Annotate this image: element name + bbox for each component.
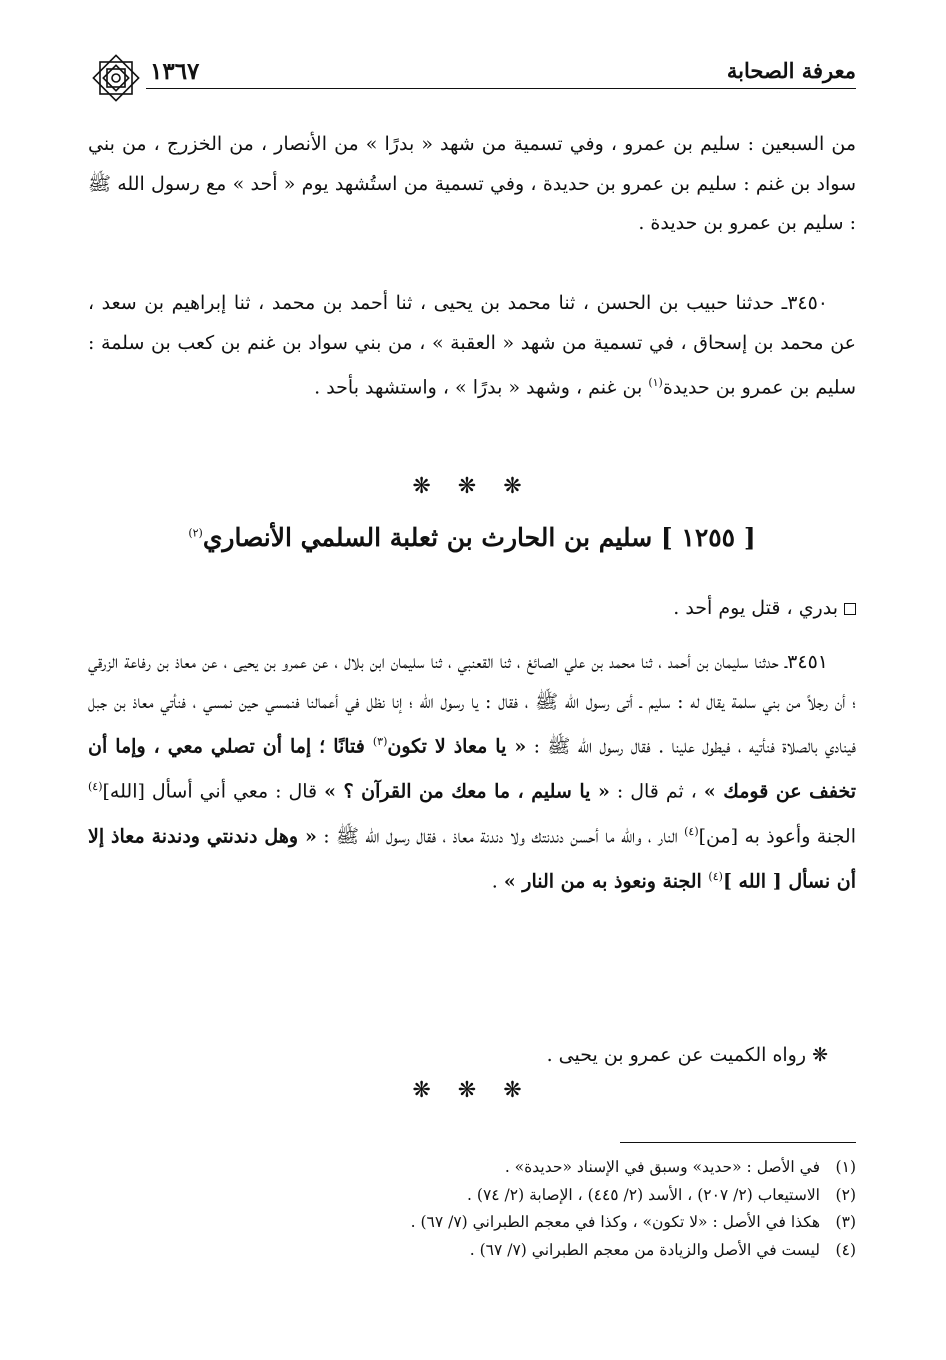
footnote-number: (٣) <box>835 1213 856 1231</box>
square-bullet-icon <box>844 603 856 615</box>
hadith-3450-text-end: بن غنم ، وشهد « بدرًا » ، واستشهد بأحد . <box>314 376 649 399</box>
footnote-rule <box>620 1142 856 1143</box>
entry-summary <box>88 589 856 629</box>
footnote-number: (١) <box>835 1158 856 1176</box>
entry-title-text: [ ١٢٥٥ ] سليم بن الحارث بن ثعلبة السلمي الأنصاري <box>202 523 756 552</box>
prophet-quote-1b: فتانًا ؛ إما أن تصلي معي ، وإما أن تخفف عن قومك » <box>88 735 857 803</box>
hadith-3450-text: ٣٤٥٠ـ حدثنا حبيب بن الحسن ، ثنا محمد بن يحيى ، ثنا أحمد بن محمد ، ثنا إبراهيم بن سعد ، عن محمد بن إسحاق ، في تسمية من شهد « العقبة » ، من بني سواد بن غنم بن كعب بن سلمة : سليم بن عمرو بن حديدة <box>88 292 856 399</box>
footnote-4 <box>88 1237 856 1265</box>
footnote-2 <box>88 1182 856 1210</box>
hadith-3450 <box>88 284 856 408</box>
prophet-quote-1a: « يا معاذ لا تكون <box>387 735 527 758</box>
hadith-text-2: ، ثم قال : <box>609 780 704 803</box>
hadith-text-3: قال : معي أني أسأل [الله] <box>102 780 325 803</box>
paragraph-companions-list <box>88 125 856 244</box>
prophet-quote-3c: الجنة ونعوذ به من النار » <box>503 870 709 893</box>
footnote-ref-4a[interactable]: (٤) <box>88 780 103 794</box>
prophet-quote-2: « يا سليم ، ما معك من القرآن ؟ » <box>324 780 610 803</box>
hadith-3451 <box>88 643 856 902</box>
footnote-text: في الأصل : «حديد» وسبق في الإسناد «حديدة» . <box>504 1158 820 1176</box>
hadith-text-1: ٣٤٥١ـ حدثنا سليمان بن أحمد ، ثنا محمد بن علي الصائغ ، ثنا القعنبي ، ثنا سليمان ابن بلال ، عن عمرو بن يحيى ، عن معاذ بن رفاعة الزرقي ؛ أن رجلاً من بني سلمة يقال له : سليم ـ أتى رسول الله ﷺ ، فقال : يا رسول الله ؛ إنا نظل في أعمالنا فنمسي حين نمسي ، فنأتي معاذ بن جبل فينادي بالصلاة فنأتيه ، فيطول علينا . فقال رسول الله ﷺ : <box>88 651 857 758</box>
prophet-quote-3b: [ الله ] <box>722 870 782 893</box>
paragraph-1-text: من السبعين : سليم بن عمرو ، وفي تسمية من شهد « بدرًا » من الأنصار ، من الخزرج ، من بني سواد بن غنم : سليم بن عمرو بن حديدة ، وفي تسمية من استُشهد يوم « أحد » مع رسول الله ﷺ : سليم بن عمرو بن حديدة . <box>88 133 856 235</box>
hadith-text-5: النار ، والله ما أحسن دندنتك ولا دندنة معاذ ، فقال رسول الله ﷺ : <box>316 825 685 848</box>
ornament-icon <box>88 50 144 106</box>
footnote-ref-3[interactable]: (٣) <box>372 735 388 749</box>
footnote-number: (٤) <box>835 1240 856 1259</box>
footnote-ref-4b[interactable]: (٤) <box>684 825 699 839</box>
header-rule <box>146 88 856 89</box>
entry-title <box>88 523 856 552</box>
book-title: معرفة الصحابة <box>726 58 856 83</box>
prophet-quote-3a: « وهل دندنتي ودندنة معاذ إلا أن نسأل <box>88 825 856 893</box>
entry-summary-text: بدري ، قتل يوم أحد . <box>673 597 838 619</box>
hadith-text-6: . <box>491 870 504 893</box>
footnote-3 <box>88 1209 856 1237</box>
footnote-ref-1[interactable]: (١) <box>648 376 663 390</box>
footnote-text: هكذا في الأصل : «لا تكون» ، وكذا في معجم الطبراني (٧/ ٦٧) . <box>410 1213 820 1231</box>
footnotes <box>88 1154 856 1264</box>
footnote-text: الاستيعاب (٢/ ٢٠٧) ، الأسد (٢/ ٤٤٥) ، الإصابة (٢/ ٧٤) . <box>467 1185 820 1204</box>
footnote-ref-4c[interactable]: (٤) <box>708 869 723 883</box>
footnote-text: ليست في الأصل والزيادة من معجم الطبراني (٧/ ٦٧) . <box>469 1240 820 1259</box>
separator-stars: ❋ ❋ ❋ <box>412 474 532 499</box>
hadith-text-4: الجنة وأعوذ به [من] <box>698 825 856 848</box>
page-number: ١٣٦٧ <box>150 58 200 85</box>
separator-stars-2: ❋ ❋ ❋ <box>412 1078 532 1103</box>
page-header <box>88 50 856 90</box>
narration-text: ❋ رواه الكميت عن عمرو بن يحيى . <box>546 1044 828 1066</box>
footnote-number: (٢) <box>835 1185 856 1204</box>
footnote-1 <box>88 1154 856 1182</box>
narration-note <box>88 1036 856 1076</box>
footnote-ref-2[interactable]: (٢) <box>188 526 203 540</box>
